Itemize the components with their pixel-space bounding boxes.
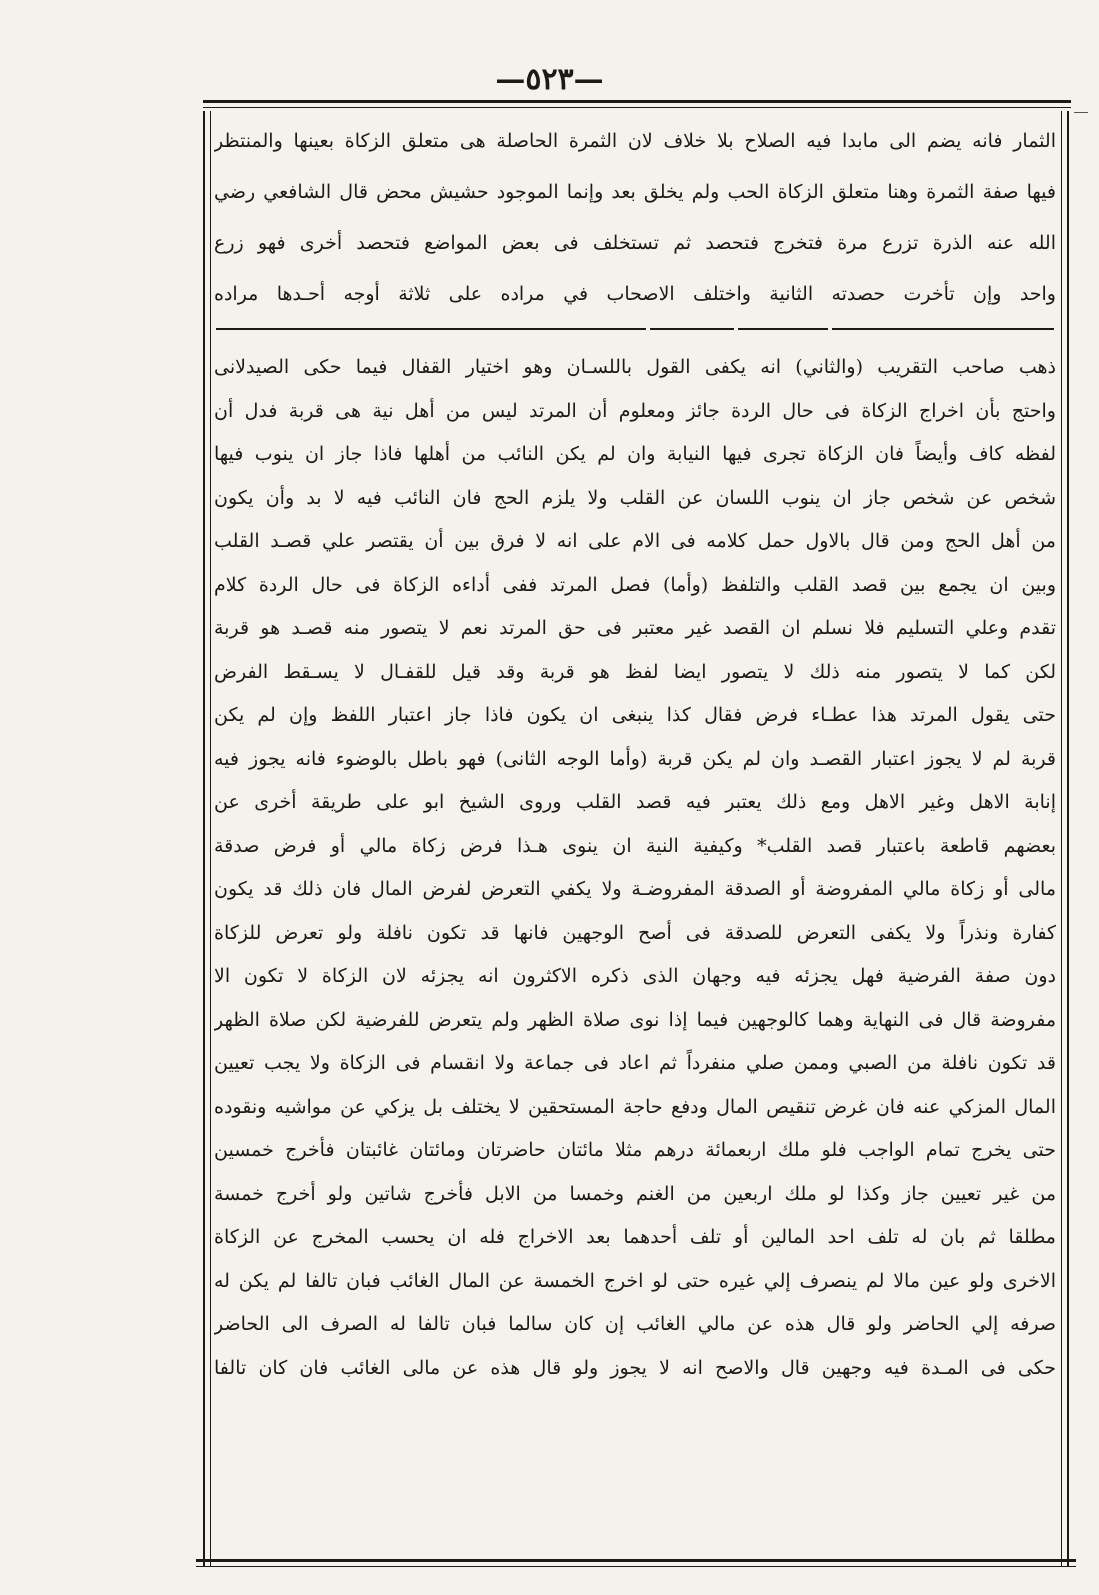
footnote-line: الثمار فانه يضم الى مابدا فيه الصلاح بلا خلاف لان الثمرة الحاصلة هى متعلق الزكاة بعينها والمنتظر: [214, 130, 1056, 152]
main-text-block: [214, 346, 1056, 1551]
main-text-line: واحتج بأن اخراج الزكاة فى حال الردة جائز ومعلوم أن المرتد ليس من أهل نية هى قربة فدل أن: [214, 399, 1056, 422]
main-text-line: قد تكون نافلة من الصبي وممن صلي منفرداً ثم اعاد فى جماعة ولا انقسام فى الزكاة ولا يجب تعيين: [214, 1052, 1056, 1074]
main-text-line: المال المزكي عنه فان غرض تنقيص المال ودفع حاجة المستحقين لا يختلف بل يزكي عن مواشيه ونقوده: [214, 1095, 1056, 1118]
footnote-block: [214, 116, 1056, 326]
main-text-line: لفظه كاف وأيضاً فان الزكاة تجرى فيها النيابة وان لم يكن النائب من أهلها فاذا جاز ان ينوب فيها: [214, 443, 1056, 465]
main-text-line: صرفه إلي الحاضر ولو قال هذه عن مالي الغائب إن كان سالما فبان تالفا له الصرف الى الحاضر: [214, 1313, 1056, 1335]
footnote-line: فيها صفة الثمرة وهنا متعلق الزكاة الحب ولم يخلق بعد وإنما الموجود حشيش محض قال الشافعي رضي: [214, 181, 1056, 203]
main-text-line: شخص عن شخص جاز ان ينوب اللسان عن القلب ولا يلزم الحج فان النائب فيه لا بد وأن يكون: [214, 486, 1056, 509]
main-text-line: من أهل الحج ومن قال بالاول حمل كلامه فى الام على انه لا فرق بين أن يقتصر علي قصـد القلب: [214, 530, 1056, 552]
main-text-line: حكى فى المـدة فيه وجهين قال والاصح انه لا يجوز ولو قال هذه عن مالى الغائب فان كان تالفا: [214, 1356, 1056, 1379]
main-text-line: لكن كما لا يتصور منه ذلك لا يتصور ايضا لفظ هو قربة وقد قيل للقفـال لا يسـقط الفرض: [214, 660, 1056, 683]
main-text-line: دون صفة الفرضية فهل يجزئه فيه وجهان الذى ذكره الاكثرون انه يجزئه لان الزكاة لا تكون الا: [214, 965, 1056, 987]
main-text-line: حتى يخرج تمام الواجب فلو ملك اربعمائة درهم مثلا مائتان حاضرتان ومائتان غائبتان فأخرج خمسين: [214, 1139, 1056, 1161]
footnote-line: واحد وإن تأخرت حصدته الثانية واختلف الاصحاب في مراده على ثلاثة أوجه أحـدها مراده: [214, 283, 1056, 305]
top-double-rule: [203, 100, 1071, 103]
section-separator: [216, 328, 1054, 336]
bottom-double-rule-inner: [196, 1566, 1076, 1567]
main-text-line: قربة لم لا يجوز اعتبار القصـد وان لم يكن قربة (وأما الوجه الثانى) فهو باطل بالوضوء فانه يجوز فيه: [214, 747, 1056, 770]
main-text-line: تقدم وعلي التسليم فلا نسلم ان القصد غير معتبر فى حق المرتد نعم لا يتصور منه قصـد هو قربة: [214, 617, 1056, 639]
main-text-line: مفروضة قال فى النهاية وهما كالوجهين فيما إذا نوى صلاة الظهر ولم يتعرض للفرضية لكن صلاة الظهر: [214, 1008, 1056, 1031]
top-double-rule-inner: [203, 107, 1071, 108]
main-text-line: ذهب صاحب التقريب (والثاني) انه يكفى القول باللسـان وهو اختيار القفال فيما حكى الصيدلانى: [214, 356, 1056, 378]
main-text-line: من غير تعيين جاز وكذا لو ملك اربعين من الغنم وخمسا من الابل فأخرج شاتين ولو أخرج خمسة: [214, 1182, 1056, 1205]
bottom-double-rule: [196, 1559, 1076, 1562]
main-text-line: الاخرى ولو عين مالا لم ينصرف إلي غيره حتى لو اخرج الخمسة عن المال الغائب فبان تالفا لم يكن له: [214, 1269, 1056, 1292]
main-text-line: وبين ان يجمع بين قصد القلب والتلفظ (وأما) فصل المرتد ففى أداءه الزكاة فى حال الردة كلام: [214, 573, 1056, 596]
main-text-line: مطلقا ثم بان له تلف احد المالين أو تلف أحدهما بعد الاخراج فله ان يحسب المخرج عن الزكاة: [214, 1226, 1056, 1248]
margin-mark: [1074, 112, 1088, 113]
main-text-line: كفارة ونذراً ولا يكفى التعرض للصدقة فى أصح الوجهين فانها قد تكون نافلة ولو تعرض للزكاة: [214, 921, 1056, 944]
footnote-line: الله عنه الذرة تزرع مرة فتخرج فتحصد ثم تستخلف فى بعض المواضع فتحصد أخرى فهو زرع: [214, 232, 1056, 254]
main-text-line: إنابة الاهل وغير الاهل ومع ذلك يعتبر فيه قصد القلب وروى الشيخ ابو على طريقة أخرى عن: [214, 791, 1056, 813]
page-number: —٥٢٣—: [495, 62, 604, 97]
main-text-line: مالى أو زكاة مالي المفروضة أو الصدقة المفروضـة ولا يكفي التعرض لفرض المال فان ذلك قد يكون: [214, 878, 1056, 900]
main-text-line: بعضهم قاطعة باعتبار قصد القلب* وكيفية النية ان ينوى هـذا فرض زكاة مالي أو فرض صدقة: [214, 834, 1056, 857]
main-text-line: حتى يقول المرتد هذا عطـاء فرض فقال كذا ينبغى ان يكون فاذا جاز اعتبار اللفظ وإن لم يكن: [214, 704, 1056, 726]
